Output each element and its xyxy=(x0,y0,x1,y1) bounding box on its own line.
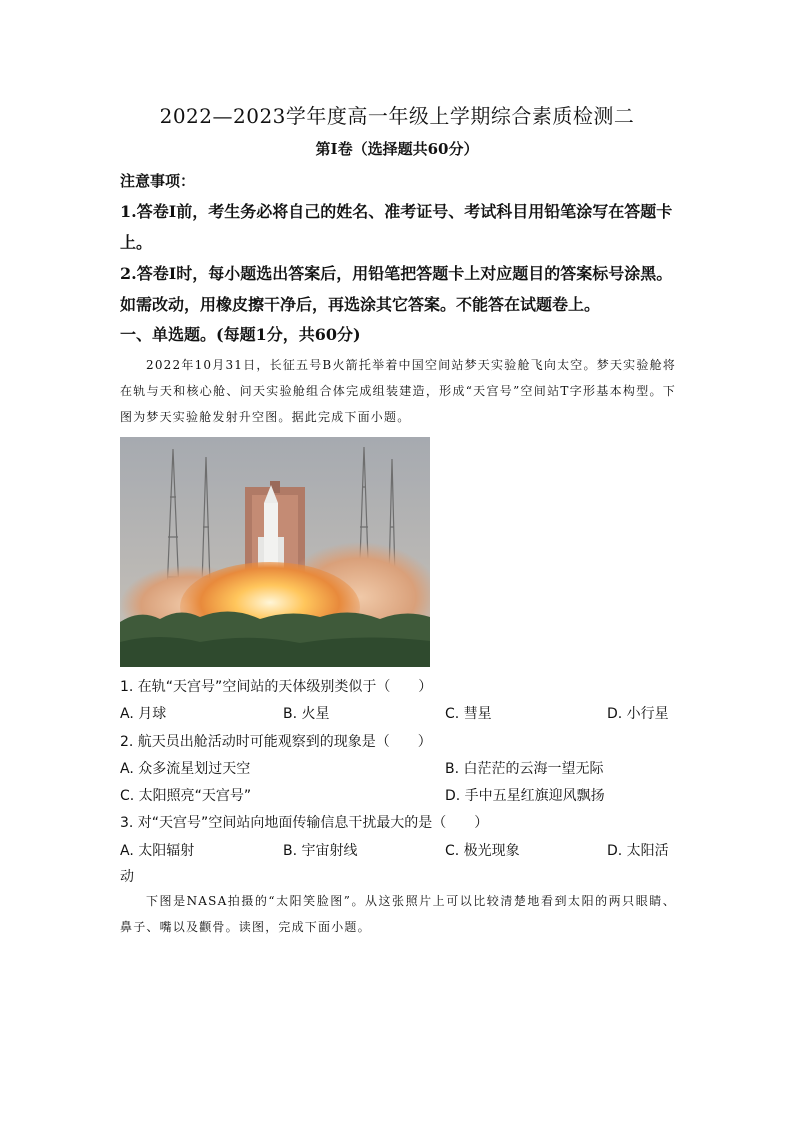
q1-option-d: D. 小行星 xyxy=(607,706,669,722)
q3-option-c: C. 极光现象 xyxy=(445,843,520,859)
question-3-stem: 3. 对“天宫号”空间站向地面传输信息干扰最大的是（ ） xyxy=(120,815,489,831)
q2-option-d: D. 手中五星红旗迎风飘扬 xyxy=(445,788,605,804)
rocket-launch-photo xyxy=(120,437,430,667)
q3-option-d-wrap: 动 xyxy=(120,869,134,885)
notice-item-1: 1.答卷Ⅰ前，考生务必将自己的姓名、准考证号、考试科目用铅笔涂写在答题卡上。 xyxy=(120,202,673,252)
passage-2: 下图是NASA拍摄的“太阳笑脸图”。从这张照片上可以比较清楚地看到太阳的两只眼睛、鼻子、嘴以及颧骨。读图，完成下面小题。 xyxy=(120,894,676,934)
notice-item-2: 2.答卷Ⅰ时，每小题选出答案后，用铅笔把答题卡上对应题目的答案标号涂黑。如需改动，用橡皮擦干净后，再选涂其它答案。不能答在试题卷上。 xyxy=(120,264,673,314)
section-heading: 一、单选题。(每题1分，共60分) xyxy=(120,325,361,344)
page-title: 2022—2023学年度高一年级上学期综合素质检测二 xyxy=(159,104,635,128)
q1-option-b: B. 火星 xyxy=(283,706,330,722)
passage-1: 2022年10月31日，长征五号B火箭托举着中国空间站梦天实验舱飞向太空。梦天实验舱将在轨与天和核心舱、问天实验舱组合体完成组装建造，形成“天宫号”空间站T字形基本构型。下图为梦天实验舱发射升空图。据此完成下面小题。 xyxy=(120,358,676,424)
q3-option-a: A. 太阳辐射 xyxy=(120,843,195,859)
q2-option-b: B. 白茫茫的云海一望无际 xyxy=(445,761,604,777)
page-subtitle: 第Ⅰ卷（选择题共60分） xyxy=(315,140,479,158)
question-1-stem: 1. 在轨“天宫号”空间站的天体级别类似于（ ） xyxy=(120,679,433,695)
q2-option-a: A. 众多流星划过天空 xyxy=(120,761,251,777)
q1-option-a: A. 月球 xyxy=(120,706,167,722)
q2-option-c: C. 太阳照亮“天宫号” xyxy=(120,788,252,804)
q1-option-c: C. 彗星 xyxy=(445,706,492,722)
q3-option-b: B. 宇宙射线 xyxy=(283,843,358,859)
notice-heading: 注意事项： xyxy=(120,172,196,190)
question-2-stem: 2. 航天员出舱活动时可能观察到的现象是（ ） xyxy=(120,734,432,750)
q3-option-d: D. 太阳活 xyxy=(607,843,669,859)
